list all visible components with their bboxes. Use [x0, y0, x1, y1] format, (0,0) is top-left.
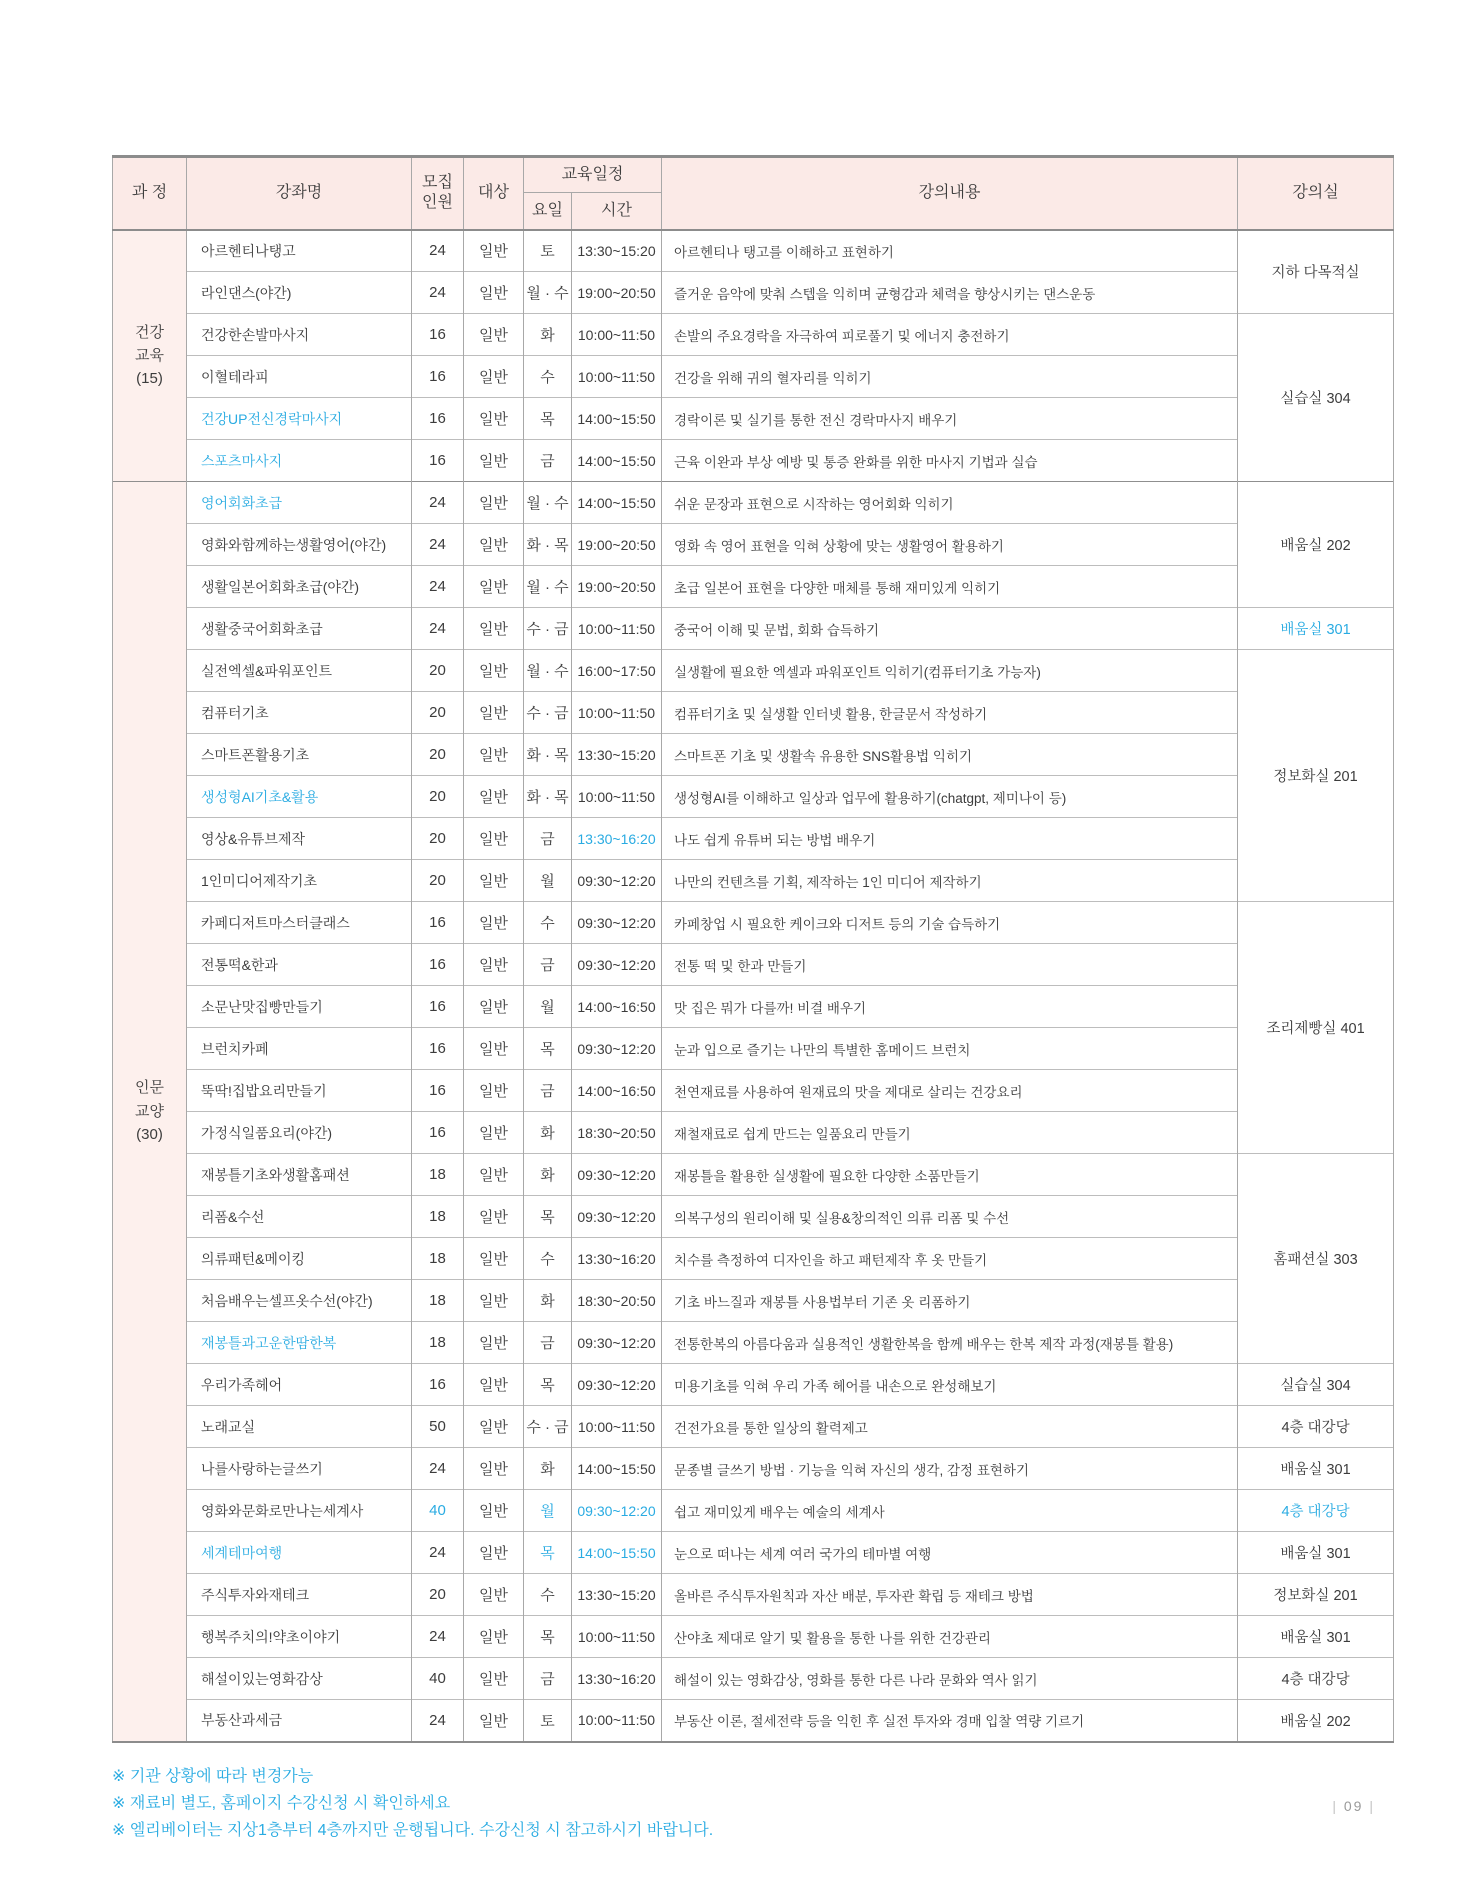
lecture-content-cell: 재철재료로 쉽게 만드는 일품요리 만들기 — [662, 1112, 1238, 1154]
lecture-content-cell: 스마트폰 기초 및 생활속 유용한 SNS활용법 익히기 — [662, 734, 1238, 776]
lecture-content-cell: 아르헨티나 탱고를 이해하고 표현하기 — [662, 230, 1238, 272]
day-cell: 금 — [524, 440, 572, 482]
day-cell: 금 — [524, 818, 572, 860]
course-name-cell: 스마트폰활용기초 — [187, 734, 412, 776]
capacity-cell: 20 — [412, 860, 464, 902]
lecture-content-cell: 눈과 입으로 즐기는 나만의 특별한 홈메이드 브런치 — [662, 1028, 1238, 1070]
day-cell: 금 — [524, 1322, 572, 1364]
lecture-content-cell: 눈으로 떠나는 세계 여러 국가의 테마별 여행 — [662, 1532, 1238, 1574]
lecture-content-cell: 나만의 컨텐츠를 기획, 제작하는 1인 미디어 제작하기 — [662, 860, 1238, 902]
classroom-cell: 4층 대강당 — [1238, 1658, 1394, 1700]
target-cell: 일반 — [464, 1112, 524, 1154]
time-cell: 10:00~11:50 — [572, 1700, 662, 1742]
time-cell: 13:30~15:20 — [572, 1574, 662, 1616]
time-cell: 14:00~15:50 — [572, 482, 662, 524]
capacity-cell: 16 — [412, 1112, 464, 1154]
capacity-cell: 24 — [412, 524, 464, 566]
day-cell: 월 — [524, 986, 572, 1028]
classroom-cell: 배움실 301 — [1238, 608, 1394, 650]
capacity-cell: 18 — [412, 1196, 464, 1238]
day-cell: 금 — [524, 1658, 572, 1700]
target-cell: 일반 — [464, 1700, 524, 1742]
course-name-cell: 건강한손발마사지 — [187, 314, 412, 356]
day-cell: 수 — [524, 1574, 572, 1616]
classroom-cell: 실습실 304 — [1238, 1364, 1394, 1406]
day-cell: 화 — [524, 314, 572, 356]
lecture-content-cell: 전통한복의 아름다움과 실용적인 생활한복을 함께 배우는 한복 제작 과정(재봉틀 활용) — [662, 1322, 1238, 1364]
capacity-cell: 16 — [412, 1028, 464, 1070]
day-cell: 토 — [524, 230, 572, 272]
capacity-cell: 24 — [412, 482, 464, 524]
table-row — [113, 566, 1394, 608]
target-cell: 일반 — [464, 356, 524, 398]
capacity-cell: 16 — [412, 1070, 464, 1112]
day-cell: 목 — [524, 398, 572, 440]
target-cell: 일반 — [464, 1574, 524, 1616]
time-cell: 14:00~16:50 — [572, 1070, 662, 1112]
target-cell: 일반 — [464, 482, 524, 524]
table-row — [113, 1028, 1394, 1070]
course-name-cell: 영화와함께하는생활영어(야간) — [187, 524, 412, 566]
time-cell: 09:30~12:20 — [572, 1490, 662, 1532]
target-cell: 일반 — [464, 1532, 524, 1574]
classroom-cell: 지하 다목적실 — [1238, 230, 1394, 314]
course-name-cell: 재봉틀기초와생활홈패션 — [187, 1154, 412, 1196]
target-cell: 일반 — [464, 1490, 524, 1532]
course-name-cell: 영상&유튜브제작 — [187, 818, 412, 860]
target-cell: 일반 — [464, 818, 524, 860]
classroom-cell: 4층 대강당 — [1238, 1406, 1394, 1448]
course-name-cell: 영어회화초급 — [187, 482, 412, 524]
table-row — [113, 398, 1394, 440]
course-name-cell: 의류패턴&메이킹 — [187, 1238, 412, 1280]
time-cell: 19:00~20:50 — [572, 566, 662, 608]
time-cell: 10:00~11:50 — [572, 1616, 662, 1658]
course-name-cell: 우리가족헤어 — [187, 1364, 412, 1406]
day-cell: 화 · 목 — [524, 776, 572, 818]
lecture-content-cell: 치수를 측정하여 디자인을 하고 패턴제작 후 옷 만들기 — [662, 1238, 1238, 1280]
lecture-content-cell: 근육 이완과 부상 예방 및 통증 완화를 위한 마사지 기법과 실습 — [662, 440, 1238, 482]
course-name-cell: 이혈테라피 — [187, 356, 412, 398]
capacity-cell: 40 — [412, 1658, 464, 1700]
day-cell: 금 — [524, 1070, 572, 1112]
course-name-cell: 라인댄스(야간) — [187, 272, 412, 314]
footnote: ※ 재료비 별도, 홈페이지 수강신청 시 확인하세요 — [112, 1795, 451, 1812]
classroom-cell: 배움실 301 — [1238, 1616, 1394, 1658]
day-cell: 수 — [524, 356, 572, 398]
classroom-cell: 정보화실 201 — [1238, 650, 1394, 902]
table-row — [113, 1112, 1394, 1154]
course-name-cell: 재봉틀과고운한땀한복 — [187, 1322, 412, 1364]
course-name-cell: 브런치카페 — [187, 1028, 412, 1070]
time-cell: 14:00~15:50 — [572, 440, 662, 482]
day-cell: 토 — [524, 1700, 572, 1742]
table-row — [113, 692, 1394, 734]
header-capacity-line1: 모집 — [422, 174, 453, 192]
course-name-cell: 나를사랑하는글쓰기 — [187, 1448, 412, 1490]
course-name-cell: 건강UP전신경락마사지 — [187, 398, 412, 440]
time-cell: 09:30~12:20 — [572, 1322, 662, 1364]
table-row — [113, 1364, 1394, 1406]
lecture-content-cell: 미용기초를 익혀 우리 가족 헤어를 내손으로 완성해보기 — [662, 1364, 1238, 1406]
day-cell: 화 — [524, 1280, 572, 1322]
day-cell: 화 · 목 — [524, 524, 572, 566]
capacity-cell: 50 — [412, 1406, 464, 1448]
target-cell: 일반 — [464, 1322, 524, 1364]
course-schedule-table — [112, 155, 1394, 1743]
day-cell: 월 · 수 — [524, 650, 572, 692]
capacity-cell: 18 — [412, 1154, 464, 1196]
header-day: 요일 — [524, 193, 572, 230]
lecture-content-cell: 경락이론 및 실기를 통한 전신 경락마사지 배우기 — [662, 398, 1238, 440]
capacity-cell: 16 — [412, 314, 464, 356]
target-cell: 일반 — [464, 314, 524, 356]
capacity-cell: 40 — [412, 1490, 464, 1532]
table-row — [113, 860, 1394, 902]
header-course: 과 정 — [113, 157, 187, 230]
target-cell: 일반 — [464, 944, 524, 986]
capacity-cell: 16 — [412, 440, 464, 482]
time-cell: 09:30~12:20 — [572, 902, 662, 944]
capacity-cell: 20 — [412, 818, 464, 860]
target-cell: 일반 — [464, 1280, 524, 1322]
course-name-cell: 리폼&수선 — [187, 1196, 412, 1238]
header-time: 시간 — [572, 193, 662, 230]
lecture-content-cell: 카페창업 시 필요한 케이크와 디저트 등의 기술 습득하기 — [662, 902, 1238, 944]
day-cell: 화 — [524, 1154, 572, 1196]
course-name-cell: 가정식일품요리(야간) — [187, 1112, 412, 1154]
table-row — [113, 1070, 1394, 1112]
page-number-bar: | — [1332, 1798, 1338, 1814]
header-schedule: 교육일정 — [524, 157, 662, 193]
day-cell: 수 — [524, 902, 572, 944]
lecture-content-cell: 건전가요를 통한 일상의 활력제고 — [662, 1406, 1238, 1448]
time-cell: 09:30~12:20 — [572, 1028, 662, 1070]
capacity-cell: 18 — [412, 1280, 464, 1322]
day-cell: 목 — [524, 1364, 572, 1406]
time-cell: 13:30~16:20 — [572, 818, 662, 860]
target-cell: 일반 — [464, 272, 524, 314]
time-cell: 09:30~12:20 — [572, 1196, 662, 1238]
table-row — [113, 482, 1394, 524]
header-capacity — [412, 157, 464, 230]
lecture-content-cell: 컴퓨터기초 및 실생활 인터넷 활용, 한글문서 작성하기 — [662, 692, 1238, 734]
target-cell: 일반 — [464, 776, 524, 818]
day-cell: 목 — [524, 1028, 572, 1070]
time-cell: 13:30~15:20 — [572, 230, 662, 272]
time-cell: 10:00~11:50 — [572, 692, 662, 734]
target-cell: 일반 — [464, 692, 524, 734]
table-row — [113, 524, 1394, 566]
table-row — [113, 1700, 1394, 1742]
capacity-cell: 16 — [412, 944, 464, 986]
capacity-cell: 24 — [412, 1532, 464, 1574]
header-room: 강의실 — [1238, 157, 1394, 230]
classroom-cell: 4층 대강당 — [1238, 1490, 1394, 1532]
course-category-cell: 인문 교양 (30) — [113, 482, 187, 1742]
table-row — [113, 1196, 1394, 1238]
lecture-content-cell: 영화 속 영어 표현을 익혀 상황에 맞는 생활영어 활용하기 — [662, 524, 1238, 566]
target-cell: 일반 — [464, 524, 524, 566]
target-cell: 일반 — [464, 1658, 524, 1700]
table-row — [113, 902, 1394, 944]
course-name-cell: 생성형AI기초&활용 — [187, 776, 412, 818]
table-row — [113, 1406, 1394, 1448]
target-cell: 일반 — [464, 608, 524, 650]
capacity-cell: 16 — [412, 902, 464, 944]
day-cell: 월 · 수 — [524, 482, 572, 524]
footnote: ※ 기관 상황에 따라 변경가능 — [112, 1768, 314, 1785]
course-name-cell: 노래교실 — [187, 1406, 412, 1448]
classroom-cell: 정보화실 201 — [1238, 1574, 1394, 1616]
day-cell: 수 · 금 — [524, 608, 572, 650]
target-cell: 일반 — [464, 1196, 524, 1238]
target-cell: 일반 — [464, 1616, 524, 1658]
target-cell: 일반 — [464, 1364, 524, 1406]
course-name-cell: 컴퓨터기초 — [187, 692, 412, 734]
lecture-content-cell: 재봉틀을 활용한 실생활에 필요한 다양한 소품만들기 — [662, 1154, 1238, 1196]
target-cell: 일반 — [464, 1406, 524, 1448]
table-row — [113, 356, 1394, 398]
page-number-value: 09 — [1343, 1798, 1364, 1814]
lecture-content-cell: 실생활에 필요한 엑셀과 파워포인트 익히기(컴퓨터기초 가능자) — [662, 650, 1238, 692]
time-cell: 10:00~11:50 — [572, 608, 662, 650]
capacity-cell: 24 — [412, 1700, 464, 1742]
capacity-cell: 16 — [412, 1364, 464, 1406]
lecture-content-cell: 즐거운 음악에 맞춰 스텝을 익히며 균형감과 체력을 향상시키는 댄스운동 — [662, 272, 1238, 314]
course-name-cell: 생활일본어회화초급(야간) — [187, 566, 412, 608]
target-cell: 일반 — [464, 1238, 524, 1280]
target-cell: 일반 — [464, 650, 524, 692]
course-name-cell: 카페디저트마스터클래스 — [187, 902, 412, 944]
table-row — [113, 314, 1394, 356]
capacity-cell: 16 — [412, 398, 464, 440]
table-row — [113, 986, 1394, 1028]
table-row — [113, 1490, 1394, 1532]
header-capacity-line2: 인원 — [422, 194, 453, 212]
capacity-cell: 18 — [412, 1238, 464, 1280]
table-row — [113, 734, 1394, 776]
footnotes — [112, 1763, 713, 1844]
table-row — [113, 272, 1394, 314]
time-cell: 18:30~20:50 — [572, 1112, 662, 1154]
classroom-cell: 배움실 202 — [1238, 1700, 1394, 1742]
capacity-cell: 24 — [412, 566, 464, 608]
table-row — [113, 608, 1394, 650]
target-cell: 일반 — [464, 566, 524, 608]
target-cell: 일반 — [464, 398, 524, 440]
capacity-cell: 20 — [412, 650, 464, 692]
classroom-cell: 실습실 304 — [1238, 314, 1394, 482]
table-row — [113, 1616, 1394, 1658]
time-cell: 19:00~20:50 — [572, 272, 662, 314]
time-cell: 14:00~16:50 — [572, 986, 662, 1028]
table-row — [113, 1238, 1394, 1280]
day-cell: 목 — [524, 1532, 572, 1574]
course-name-cell: 1인미디어제작기초 — [187, 860, 412, 902]
course-name-cell: 행복주치의!약초이야기 — [187, 1616, 412, 1658]
day-cell: 월 · 수 — [524, 566, 572, 608]
capacity-cell: 16 — [412, 986, 464, 1028]
target-cell: 일반 — [464, 986, 524, 1028]
lecture-content-cell: 쉽고 재미있게 배우는 예술의 세계사 — [662, 1490, 1238, 1532]
capacity-cell: 20 — [412, 1574, 464, 1616]
target-cell: 일반 — [464, 860, 524, 902]
classroom-cell: 배움실 301 — [1238, 1448, 1394, 1490]
day-cell: 수 · 금 — [524, 1406, 572, 1448]
classroom-cell: 홈패션실 303 — [1238, 1154, 1394, 1364]
time-cell: 09:30~12:20 — [572, 860, 662, 902]
time-cell: 10:00~11:50 — [572, 356, 662, 398]
course-name-cell: 뚝딱!집밥요리만들기 — [187, 1070, 412, 1112]
lecture-content-cell: 부동산 이론, 절세전략 등을 익힌 후 실전 투자와 경매 입찰 역량 기르기 — [662, 1700, 1238, 1742]
page-number — [1332, 1798, 1375, 1814]
day-cell: 목 — [524, 1196, 572, 1238]
day-cell: 월 — [524, 860, 572, 902]
table-row — [113, 1658, 1394, 1700]
capacity-cell: 20 — [412, 692, 464, 734]
day-cell: 화 — [524, 1448, 572, 1490]
lecture-content-cell: 중국어 이해 및 문법, 회화 습득하기 — [662, 608, 1238, 650]
classroom-cell: 배움실 301 — [1238, 1532, 1394, 1574]
table-row — [113, 1574, 1394, 1616]
capacity-cell: 24 — [412, 1616, 464, 1658]
time-cell: 09:30~12:20 — [572, 1154, 662, 1196]
time-cell: 14:00~15:50 — [572, 1532, 662, 1574]
lecture-content-cell: 해설이 있는 영화감상, 영화를 통한 다른 나라 문화와 역사 읽기 — [662, 1658, 1238, 1700]
time-cell: 13:30~15:20 — [572, 734, 662, 776]
lecture-content-cell: 의복구성의 원리이해 및 실용&창의적인 의류 리폼 및 수선 — [662, 1196, 1238, 1238]
table-row — [113, 1448, 1394, 1490]
time-cell: 14:00~15:50 — [572, 398, 662, 440]
course-name-cell: 부동산과세금 — [187, 1700, 412, 1742]
header-target: 대상 — [464, 157, 524, 230]
day-cell: 목 — [524, 1616, 572, 1658]
table-row — [113, 776, 1394, 818]
course-name-cell: 세계테마여행 — [187, 1532, 412, 1574]
lecture-content-cell: 맛 집은 뭐가 다를까! 비결 배우기 — [662, 986, 1238, 1028]
table-row — [113, 1322, 1394, 1364]
time-cell: 09:30~12:20 — [572, 944, 662, 986]
table-row — [113, 440, 1394, 482]
table-row — [113, 944, 1394, 986]
course-name-cell: 아르헨티나탱고 — [187, 230, 412, 272]
course-name-cell: 영화와문화로만나는세계사 — [187, 1490, 412, 1532]
classroom-cell: 배움실 202 — [1238, 482, 1394, 608]
target-cell: 일반 — [464, 440, 524, 482]
target-cell: 일반 — [464, 902, 524, 944]
capacity-cell: 24 — [412, 230, 464, 272]
table-row — [113, 230, 1394, 272]
capacity-cell: 16 — [412, 356, 464, 398]
day-cell: 월 · 수 — [524, 272, 572, 314]
day-cell: 금 — [524, 944, 572, 986]
capacity-cell: 24 — [412, 272, 464, 314]
day-cell: 화 · 목 — [524, 734, 572, 776]
lecture-content-cell: 초급 일본어 표현을 다양한 매체를 통해 재미있게 익히기 — [662, 566, 1238, 608]
time-cell: 09:30~12:20 — [572, 1364, 662, 1406]
time-cell: 16:00~17:50 — [572, 650, 662, 692]
day-cell: 수 — [524, 1238, 572, 1280]
capacity-cell: 24 — [412, 1448, 464, 1490]
course-name-cell: 실전엑셀&파워포인트 — [187, 650, 412, 692]
lecture-content-cell: 손발의 주요경락을 자극하여 피로풀기 및 에너지 충전하기 — [662, 314, 1238, 356]
course-category-cell: 건강 교육 (15) — [113, 230, 187, 482]
course-name-cell: 처음배우는셀프옷수선(야간) — [187, 1280, 412, 1322]
time-cell: 10:00~11:50 — [572, 776, 662, 818]
course-name-cell: 소문난맛집빵만들기 — [187, 986, 412, 1028]
capacity-cell: 24 — [412, 608, 464, 650]
target-cell: 일반 — [464, 230, 524, 272]
capacity-cell: 20 — [412, 776, 464, 818]
table-row — [113, 1154, 1394, 1196]
footnote: ※ 엘리베이터는 지상1층부터 4층까지만 운행됩니다. 수강신청 시 참고하시기 바랍니다. — [112, 1822, 714, 1839]
capacity-cell: 20 — [412, 734, 464, 776]
table-row — [113, 650, 1394, 692]
time-cell: 14:00~15:50 — [572, 1448, 662, 1490]
table-row — [113, 1280, 1394, 1322]
capacity-cell: 18 — [412, 1322, 464, 1364]
table-row — [113, 1532, 1394, 1574]
lecture-content-cell: 건강을 위해 귀의 혈자리를 익히기 — [662, 356, 1238, 398]
target-cell: 일반 — [464, 1070, 524, 1112]
day-cell: 수 · 금 — [524, 692, 572, 734]
course-name-cell: 해설이있는영화감상 — [187, 1658, 412, 1700]
table-row — [113, 818, 1394, 860]
lecture-content-cell: 올바른 주식투자원칙과 자산 배분, 투자관 확립 등 재테크 방법 — [662, 1574, 1238, 1616]
time-cell: 19:00~20:50 — [572, 524, 662, 566]
time-cell: 10:00~11:50 — [572, 314, 662, 356]
course-name-cell: 주식투자와재테크 — [187, 1574, 412, 1616]
time-cell: 10:00~11:50 — [572, 1406, 662, 1448]
lecture-content-cell: 쉬운 문장과 표현으로 시작하는 영어회화 익히기 — [662, 482, 1238, 524]
lecture-content-cell: 기초 바느질과 재봉틀 사용법부터 기존 옷 리폼하기 — [662, 1280, 1238, 1322]
target-cell: 일반 — [464, 1028, 524, 1070]
classroom-cell: 조리제빵실 401 — [1238, 902, 1394, 1154]
lecture-content-cell: 생성형AI를 이해하고 일상과 업무에 활용하기(chatgpt, 제미나이 등) — [662, 776, 1238, 818]
lecture-content-cell: 전통 떡 및 한과 만들기 — [662, 944, 1238, 986]
target-cell: 일반 — [464, 1448, 524, 1490]
day-cell: 월 — [524, 1490, 572, 1532]
header-course-name: 강좌명 — [187, 157, 412, 230]
course-name-cell: 전통떡&한과 — [187, 944, 412, 986]
course-name-cell: 스포츠마사지 — [187, 440, 412, 482]
time-cell: 13:30~16:20 — [572, 1238, 662, 1280]
target-cell: 일반 — [464, 1154, 524, 1196]
day-cell: 화 — [524, 1112, 572, 1154]
lecture-content-cell: 천연재료를 사용하여 원재료의 맛을 제대로 살리는 건강요리 — [662, 1070, 1238, 1112]
header-content: 강의내용 — [662, 157, 1238, 230]
page-number-bar: | — [1369, 1798, 1375, 1814]
time-cell: 18:30~20:50 — [572, 1280, 662, 1322]
target-cell: 일반 — [464, 734, 524, 776]
table-header — [113, 157, 1394, 230]
lecture-content-cell: 나도 쉽게 유튜버 되는 방법 배우기 — [662, 818, 1238, 860]
course-name-cell: 생활중국어회화초급 — [187, 608, 412, 650]
lecture-content-cell: 산야초 제대로 알기 및 활용을 통한 나를 위한 건강관리 — [662, 1616, 1238, 1658]
lecture-content-cell: 문종별 글쓰기 방법 · 기능을 익혀 자신의 생각, 감정 표현하기 — [662, 1448, 1238, 1490]
time-cell: 13:30~16:20 — [572, 1658, 662, 1700]
